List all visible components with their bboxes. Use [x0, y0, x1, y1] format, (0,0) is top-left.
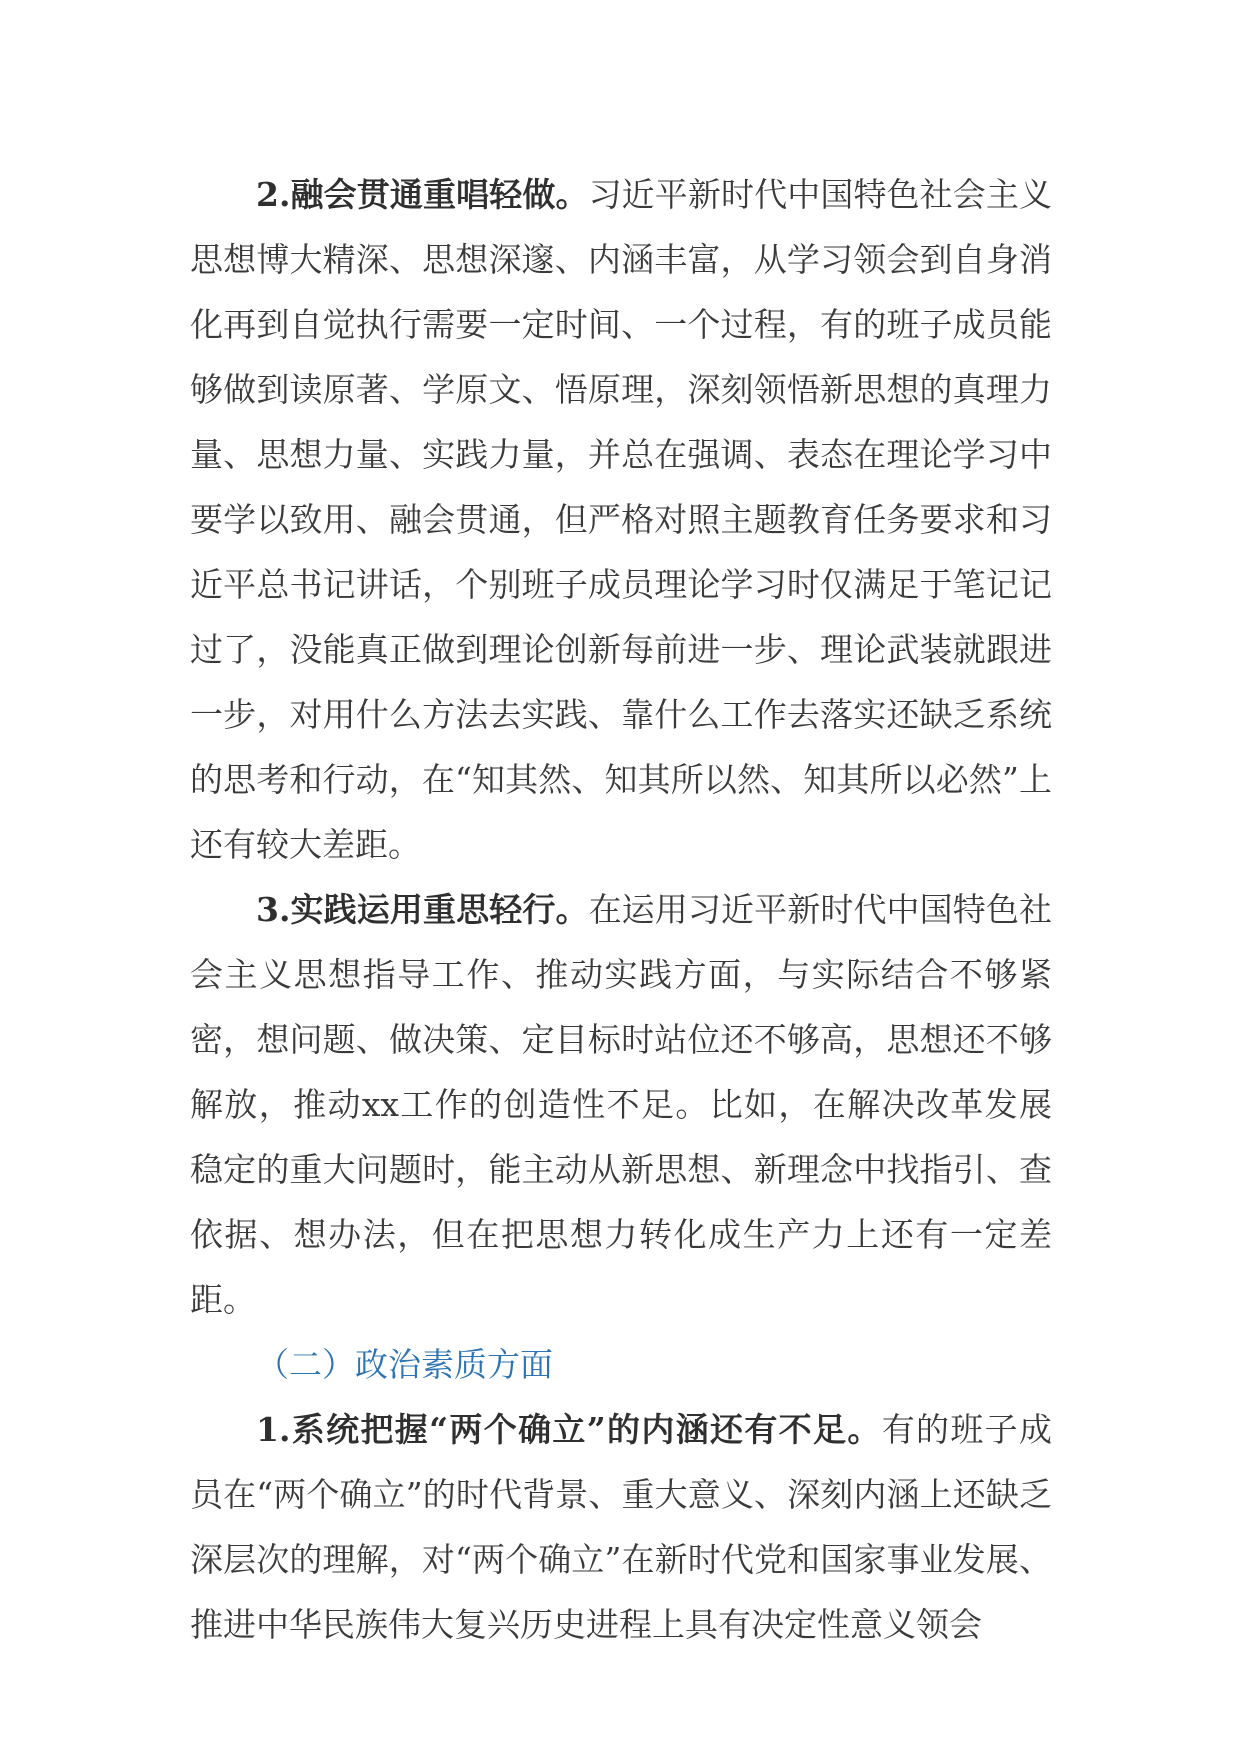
paragraph-lead: 2.融会贯通重唱轻做。	[256, 175, 589, 214]
paragraph-text: 有的班子成员在“两个确立”的时代背景、重大意义、深刻内涵上还缺乏深层次的理解，对“两个确立”在新时代党和国家事业发展、推进中华民族伟大复兴历史进程上具有决定性意义领会	[190, 1410, 1053, 1644]
document-body	[190, 162, 1052, 1657]
paragraph-lead: 3.实践运用重思轻行。	[256, 890, 589, 929]
paragraph-two-establishments	[190, 1397, 1052, 1657]
paragraph-practice	[190, 877, 1052, 1332]
paragraph-text: 在运用习近平新时代中国特色社会主义思想指导工作、推动实践方面，与实际结合不够紧密，想问题、做决策、定目标时站位还不够高，思想还不够解放，推动xx工作的创造性不足。比如，在解决改革发展稳定的重大问题时，能主动从新思想、新理念中找指引、查依据、想办法，但在把思想力转化成生产力上还有一定差距。	[190, 890, 1053, 1319]
paragraph-text: 习近平新时代中国特色社会主义思想博大精深、思想深邃、内涵丰富，从学习领会到自身消化再到自觉执行需要一定时间、一个过程，有的班子成员能够做到读原著、学原文、悟原理，深刻领悟新思想的真理力量、思想力量、实践力量，并总在强调、表态在理论学习中要学以致用、融会贯通，但严格对照主题教育任务要求和习近平总书记讲话，个别班子成员理论学习时仅满足于笔记记过了，没能真正做到理论创新每前进一步、理论武装就跟进一步，对用什么方法去实践、靠什么工作去落实还缺乏系统的思考和行动，在“知其然、知其所以然、知其所以必然”上还有较大差距。	[190, 175, 1053, 864]
paragraph-integration	[190, 162, 1052, 877]
section-heading: （二）政治素质方面	[256, 1345, 553, 1384]
paragraph-lead: 1.系统把握“两个确立”的内涵还有不足。	[256, 1410, 882, 1449]
